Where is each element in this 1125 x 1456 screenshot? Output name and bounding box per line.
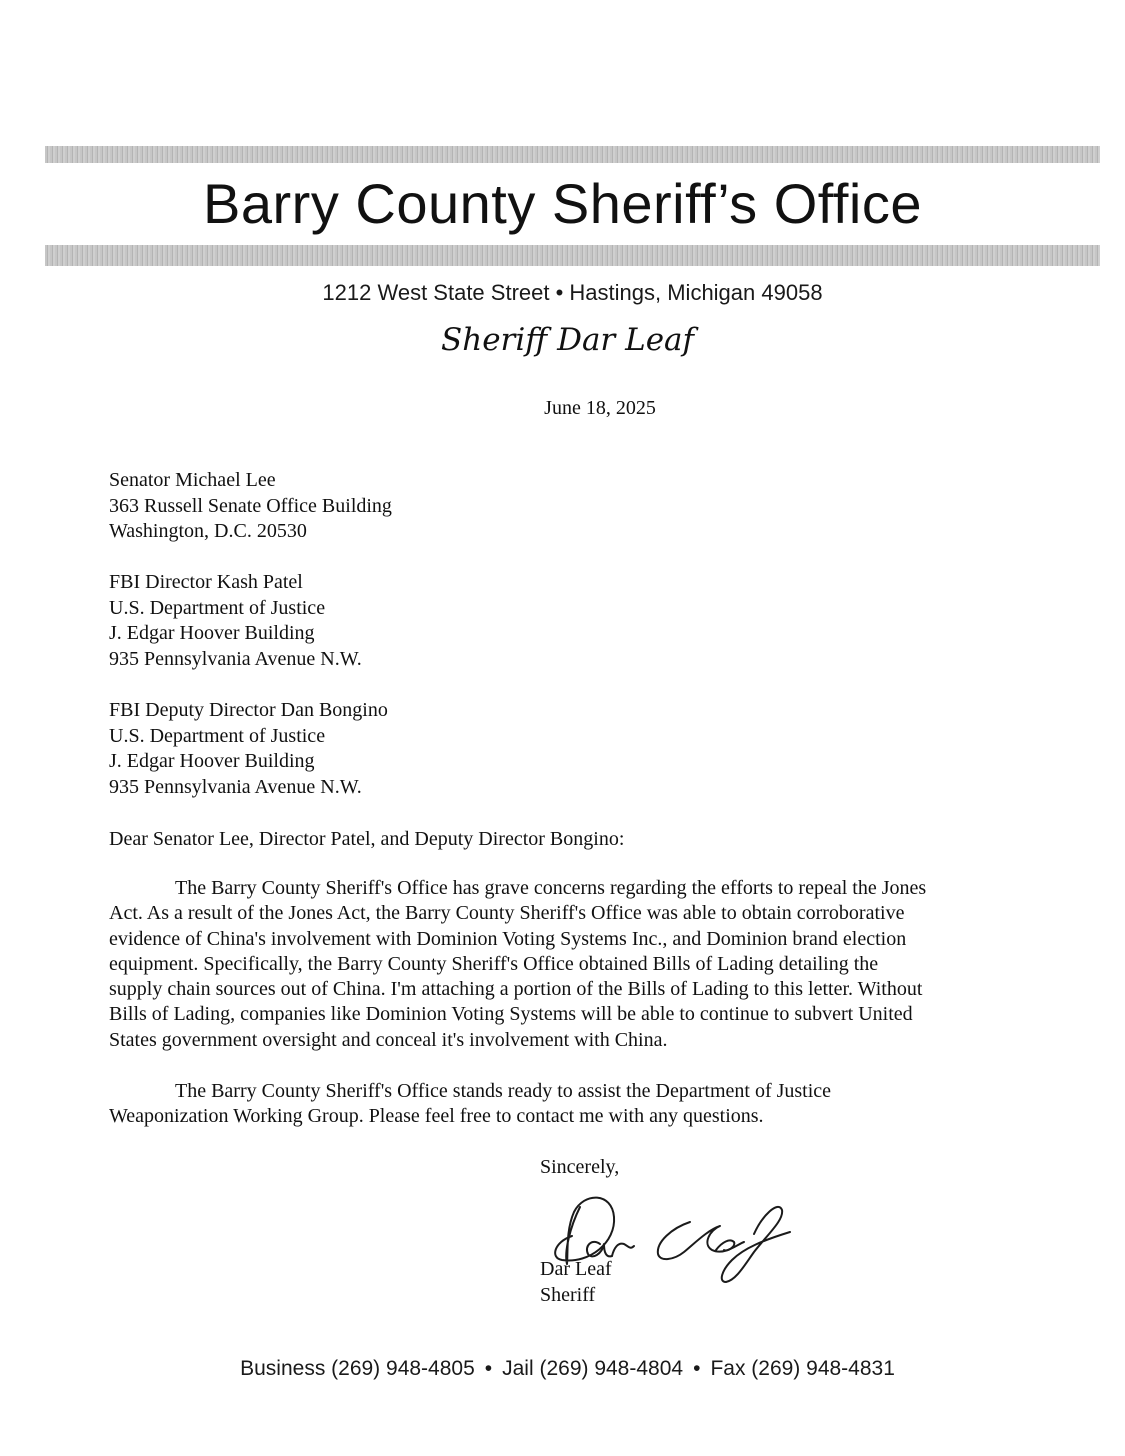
body-line: evidence of China's involvement with Dominion Voting Systems Inc., and Dominion brand election [109, 927, 907, 950]
signer-block [540, 1257, 612, 1308]
recipient-line: J. Edgar Hoover Building [109, 750, 315, 772]
footer-contacts [0, 1355, 1125, 1383]
letterhead-bottom-band [45, 245, 1100, 266]
recipient-line: U.S. Department of Justice [109, 724, 326, 747]
recipient-address-block [109, 468, 392, 545]
letter-date: June 18, 2025 [544, 397, 656, 419]
recipient-line: J. Edgar Hoover Building [109, 622, 315, 644]
recipient-address-block [109, 698, 388, 800]
recipient-line: Senator Michael Lee [109, 469, 276, 491]
body-paragraph [109, 876, 1009, 1053]
body-line: equipment. Specifically, the Barry County Sheriff's Office obtained Bills of Lading detailing the [109, 952, 879, 975]
footer-fax: Fax (269) 948-4831 [710, 1357, 895, 1380]
signer-title: Sheriff [540, 1283, 596, 1306]
body-line: Bills of Lading, companies like Dominion Voting Systems will be able to continue to subvert United [109, 1003, 913, 1026]
office-name: Barry County Sheriff’s Office [203, 172, 922, 235]
recipient-line: 935 Pennsylvania Avenue N.W. [109, 775, 362, 798]
bullet-separator: • [693, 1357, 701, 1380]
recipient-line: 363 Russell Senate Office Building [109, 494, 392, 517]
body-line: Weaponization Working Group. Please feel free to contact me with any questions. [109, 1105, 764, 1128]
recipient-address-block [109, 570, 362, 672]
bullet-separator: • [484, 1357, 493, 1380]
body-line: The Barry County Sheriff's Office has grave concerns regarding the efforts to repeal the Jones [175, 877, 927, 899]
signer-name: Dar Leaf [540, 1258, 612, 1280]
recipient-line: Washington, D.C. 20530 [109, 520, 307, 542]
body-line: States government oversight and conceal it's involvement with China. [109, 1028, 668, 1051]
footer-jail-phone: Jail (269) 948-4804 [502, 1357, 684, 1380]
valediction: Sincerely, [540, 1156, 620, 1178]
body-paragraph [109, 1079, 1009, 1130]
footer-business-phone: Business (269) 948-4805 [240, 1357, 475, 1380]
body-line: The Barry County Sheriff's Office stands ready to assist the Department of Justice [175, 1080, 832, 1102]
recipient-line: FBI Deputy Director Dan Bongino [109, 699, 388, 721]
recipient-line: FBI Director Kash Patel [109, 571, 303, 593]
recipient-line: U.S. Department of Justice [109, 596, 326, 619]
body-line: Act. As a result of the Jones Act, the Barry County Sheriff's Office was able to obtain corroborative [109, 902, 905, 925]
recipient-line: 935 Pennsylvania Avenue N.W. [109, 647, 362, 670]
sheriff-name: Sheriff Dar Leaf [441, 322, 694, 358]
letterhead-top-band [45, 146, 1100, 163]
salutation: Dear Senator Lee, Director Patel, and Deputy Director Bongino: [109, 828, 625, 850]
body-line: supply chain sources out of China. I'm attaching a portion of the Bills of Lading to this letter. Without [109, 978, 923, 1001]
office-address: 1212 West State Street • Hastings, Michigan 49058 [322, 280, 823, 305]
